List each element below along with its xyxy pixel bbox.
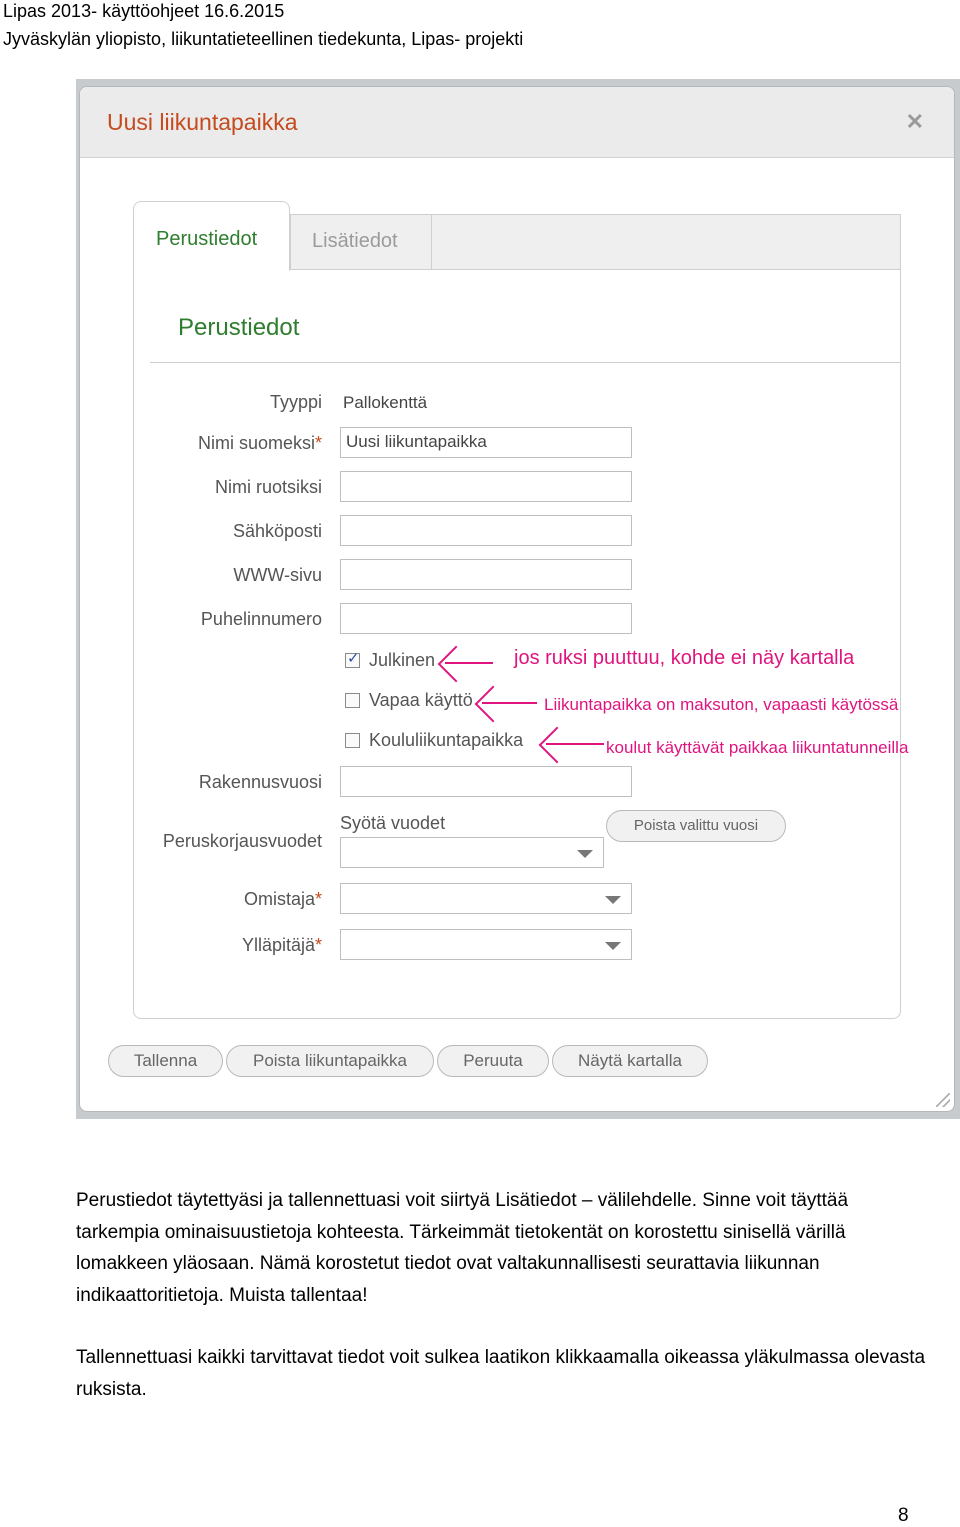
chevron-down-icon [577,850,593,858]
label-yllapitaja-text: Ylläpitäjä [241,935,315,955]
annotation-vapaa-kaytto: Liikuntapaikka on maksuton, vapaasti käytössä [544,695,899,714]
peruskorjausvuodet-select[interactable] [340,837,604,868]
required-marker: * [314,433,322,453]
required-marker: * [314,889,322,909]
sahkoposti-input[interactable] [340,515,632,546]
annotation-julkinen: jos ruksi puuttuu, kohde ei näy kartalla [514,647,855,669]
label-tyyppi: Tyyppi [269,392,322,412]
rakennusvuosi-input[interactable] [340,766,632,797]
label-nimi-suomeksi [172,433,322,454]
label-yllapitaja [172,935,322,956]
cancel-button[interactable]: Peruuta [437,1045,549,1077]
tab-lisatiedot-label: Lisätiedot [312,230,398,252]
label-puhelinnumero: Puhelinnumero [200,609,322,629]
arrow-icon [546,743,604,745]
nimi-ruotsiksi-input[interactable] [340,471,632,502]
tab-perustiedot[interactable] [133,201,290,271]
new-facility-dialog [79,86,955,1112]
julkinen-label: Julkinen [369,650,436,670]
koululiikuntapaikka-label: Koululiikuntapaikka [369,730,524,750]
resize-handle-icon[interactable] [936,1093,950,1107]
tab-lisatiedot[interactable] [290,214,432,270]
julkinen-checkbox[interactable] [345,653,360,668]
koululiikuntapaikka-checkbox[interactable] [345,733,360,748]
label-www-sivu: WWW-sivu [233,565,322,585]
value-tyyppi: Pallokenttä [343,393,428,412]
puhelinnumero-input[interactable] [340,603,632,634]
label-peruskorjausvuodet: Peruskorjausvuodet [162,831,322,851]
save-button[interactable]: Tallenna [108,1045,223,1077]
label-nimi-ruotsiksi: Nimi ruotsiksi [214,477,322,497]
instruction-paragraph-1: Perustiedot täytettyäsi ja tallennettuasi voit siirtyä Lisätiedot – välilehdelle. Sinne voit täyttää tarkempia ominaisuustietoja kohteesta. Tärkeimmät tietokentät on korostettu sinisellä värillä lomakkeen yläosaan. Nämä korostetut tiedot ovat valtakunnallisesti seurattavia liikunnan indikaattoritietoja. Muista tallentaa! [76,1190,849,1306]
omistaja-select[interactable] [340,883,632,914]
dialog-titlebar [80,87,954,158]
dialog-title: Uusi liikuntapaikka [107,109,298,135]
section-title: Perustiedot [178,314,300,341]
document-header-subtitle: Jyväskylän yliopisto, liikuntatieteellinen tiedekunta, Lipas- projekti [3,29,524,49]
vapaa-kaytto-label: Vapaa käyttö [369,690,473,710]
label-omistaja [172,889,322,910]
page-number: 8 [898,1505,909,1526]
annotation-koululiikuntapaikka: koulut käyttävät paikkaa liikuntatunneilla [606,738,909,757]
tab-perustiedot-label: Perustiedot [156,228,258,250]
arrow-icon [445,662,493,664]
instruction-paragraph-2: Tallennettuasi kaikki tarvittavat tiedot voit sulkea laatikon klikkaamalla oikeassa yläkulmassa olevasta ruksista. [76,1347,926,1400]
chevron-down-icon [605,942,621,950]
peruskorjausvuodet-hint: Syötä vuodet [340,813,446,833]
close-icon[interactable]: ✕ [905,109,924,134]
document-header-title: Lipas 2013- käyttöohjeet 16.6.2015 [3,1,285,21]
vapaa-kaytto-checkbox[interactable] [345,693,360,708]
label-omistaja-text: Omistaja [243,889,315,909]
label-rakennusvuosi: Rakennusvuosi [198,772,322,792]
chevron-down-icon [605,896,621,904]
remove-year-button[interactable]: Poista valittu vuosi [606,810,786,842]
label-nimi-suomeksi-text: Nimi suomeksi [197,433,315,453]
section-divider [150,362,900,363]
delete-facility-button[interactable]: Poista liikuntapaikka [226,1045,434,1077]
www-sivu-input[interactable] [340,559,632,590]
label-sahkoposti: Sähköposti [232,521,322,541]
yllapitaja-select[interactable] [340,929,632,960]
required-marker: * [314,935,322,955]
nimi-suomeksi-input[interactable]: Uusi liikuntapaikka [340,427,632,458]
arrow-icon [482,702,537,704]
show-on-map-button[interactable]: Näytä kartalla [552,1045,708,1077]
